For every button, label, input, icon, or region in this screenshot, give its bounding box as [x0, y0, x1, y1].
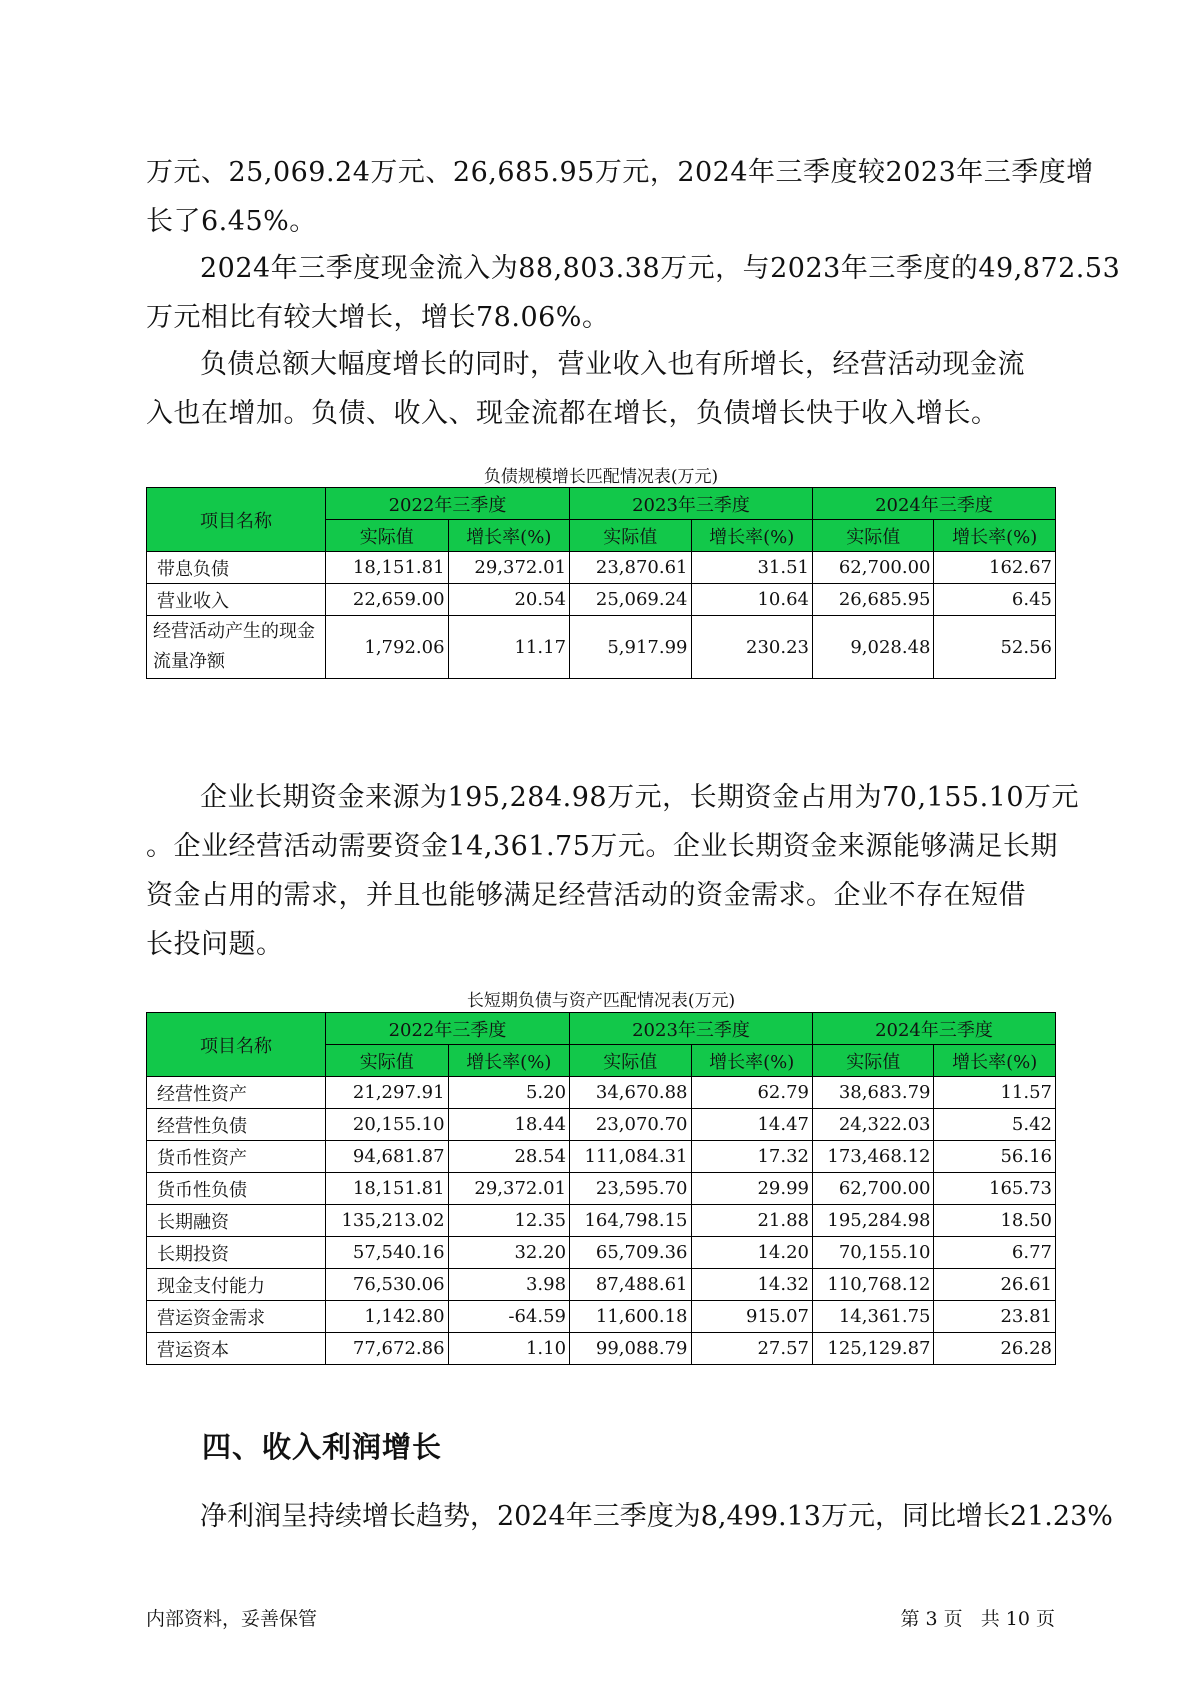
cell-value: 11,600.18	[570, 1301, 691, 1333]
cell-value: 11.17	[448, 616, 569, 679]
cell-value: 14,361.75	[812, 1301, 933, 1333]
table-row	[147, 1301, 1056, 1333]
cell-value: 22,659.00	[325, 584, 448, 616]
row-label: 营业收入	[147, 584, 326, 616]
cell-value: 29.99	[691, 1173, 812, 1205]
cell-value: 135,213.02	[325, 1205, 448, 1237]
debt-scale-table	[146, 487, 1056, 679]
cell-value: 6.77	[934, 1237, 1056, 1269]
header-actual: 实际值	[570, 520, 691, 552]
text-line: 负债总额大幅度增长的同时，营业收入也有所增长，经营活动现金流	[200, 349, 1025, 380]
cell-value: 6.45	[934, 584, 1056, 616]
table-row	[147, 1077, 1056, 1109]
table-row	[147, 1333, 1056, 1365]
cell-value: 195,284.98	[812, 1205, 933, 1237]
header-growth: 增长率(%)	[691, 1045, 812, 1077]
cell-value: 23.81	[934, 1301, 1056, 1333]
text-line: 净利润呈持续增长趋势，2024年三季度为8,499.13万元，同比增长21.23%	[200, 1501, 1113, 1532]
paragraph-net-profit	[146, 1492, 1113, 1541]
table-row	[147, 1237, 1056, 1269]
paragraph-revenue-growth	[146, 148, 1094, 246]
cell-value: 162.67	[934, 552, 1056, 584]
text-line: 长投问题。	[146, 929, 284, 960]
table-row	[147, 584, 1056, 616]
cell-value: 57,540.16	[325, 1237, 448, 1269]
cell-value: 70,155.10	[812, 1237, 933, 1269]
cell-value: 21,297.91	[325, 1077, 448, 1109]
cell-value: 34,670.88	[570, 1077, 691, 1109]
cell-value: 65,709.36	[570, 1237, 691, 1269]
cell-value: 9,028.48	[812, 616, 933, 679]
header-actual: 实际值	[325, 520, 448, 552]
text-line: 2024年三季度现金流入为88,803.38万元，与2023年三季度的49,872.53	[200, 253, 1121, 284]
paragraph-cash-inflow	[146, 244, 1121, 342]
row-label: 营运资本	[147, 1333, 326, 1365]
cell-value: 21.88	[691, 1205, 812, 1237]
table-row	[147, 1269, 1056, 1301]
header-growth: 增长率(%)	[934, 1045, 1056, 1077]
cell-value: 5.20	[448, 1077, 569, 1109]
text-line: 万元、25,069.24万元、26,685.95万元，2024年三季度较2023年三季度增	[146, 157, 1094, 188]
header-actual: 实际值	[812, 520, 933, 552]
row-label: 经营活动产生的现金流量净额	[147, 616, 326, 679]
cell-value: 26,685.95	[812, 584, 933, 616]
cell-value: 915.07	[691, 1301, 812, 1333]
cell-value: 29,372.01	[448, 1173, 569, 1205]
cell-value: 25,069.24	[570, 584, 691, 616]
table-row	[147, 1205, 1056, 1237]
section-heading: 四、收入利润增长	[202, 1430, 443, 1464]
cell-value: 20.54	[448, 584, 569, 616]
header-period: 2023年三季度	[570, 1013, 813, 1045]
paragraph-long-term-funds	[146, 773, 1080, 969]
cell-value: 164,798.15	[570, 1205, 691, 1237]
cell-value: 14.32	[691, 1269, 812, 1301]
text-line: 资金占用的需求，并且也能够满足经营活动的资金需求。企业不存在短借	[146, 880, 1026, 911]
cell-value: 27.57	[691, 1333, 812, 1365]
cell-value: 1,142.80	[325, 1301, 448, 1333]
cell-value: 14.47	[691, 1109, 812, 1141]
cell-value: 11.57	[934, 1077, 1056, 1109]
row-label: 货币性资产	[147, 1141, 326, 1173]
header-item-name: 项目名称	[147, 1013, 326, 1077]
row-label: 经营性负债	[147, 1109, 326, 1141]
table-row	[147, 1141, 1056, 1173]
text-line: 入也在增加。负债、收入、现金流都在增长，负债增长快于收入增长。	[146, 398, 999, 429]
cell-value: 38,683.79	[812, 1077, 933, 1109]
cell-value: 3.98	[448, 1269, 569, 1301]
cell-value: 28.54	[448, 1141, 569, 1173]
cell-value: 12.35	[448, 1205, 569, 1237]
row-label: 长期融资	[147, 1205, 326, 1237]
cell-value: 29,372.01	[448, 552, 569, 584]
header-period: 2024年三季度	[812, 1013, 1055, 1045]
header-period: 2022年三季度	[325, 1013, 569, 1045]
cell-value: 76,530.06	[325, 1269, 448, 1301]
header-period: 2024年三季度	[812, 488, 1055, 520]
cell-value: 18,151.81	[325, 552, 448, 584]
header-growth: 增长率(%)	[691, 520, 812, 552]
cell-value: 52.56	[934, 616, 1056, 679]
row-label: 带息负债	[147, 552, 326, 584]
text-line: 万元相比有较大增长，增长78.06%。	[146, 302, 610, 333]
header-period: 2023年三季度	[570, 488, 813, 520]
cell-value: 1.10	[448, 1333, 569, 1365]
cell-value: 32.20	[448, 1237, 569, 1269]
row-label: 长期投资	[147, 1237, 326, 1269]
cell-value: 125,129.87	[812, 1333, 933, 1365]
header-period: 2022年三季度	[325, 488, 569, 520]
cell-value: 20,155.10	[325, 1109, 448, 1141]
row-label: 营运资金需求	[147, 1301, 326, 1333]
header-growth: 增长率(%)	[448, 1045, 569, 1077]
paragraph-debt-summary	[146, 340, 1056, 438]
table-row	[147, 1173, 1056, 1205]
cell-value: 165.73	[934, 1173, 1056, 1205]
table-row	[147, 552, 1056, 584]
header-actual: 实际值	[812, 1045, 933, 1077]
row-label: 货币性负债	[147, 1173, 326, 1205]
cell-value: 62,700.00	[812, 1173, 933, 1205]
header-actual: 实际值	[325, 1045, 448, 1077]
cell-value: 1,792.06	[325, 616, 448, 679]
cell-value: 110,768.12	[812, 1269, 933, 1301]
cell-value: 18,151.81	[325, 1173, 448, 1205]
cell-value: 62,700.00	[812, 552, 933, 584]
row-label: 经营性资产	[147, 1077, 326, 1109]
cell-value: 17.32	[691, 1141, 812, 1173]
footer-confidential-note: 内部资料，妥善保管	[146, 1608, 318, 1630]
cell-value: 5,917.99	[570, 616, 691, 679]
cell-value: 230.23	[691, 616, 812, 679]
cell-value: 18.44	[448, 1109, 569, 1141]
cell-value: 23,595.70	[570, 1173, 691, 1205]
table1-caption: 负债规模增长匹配情况表(万元)	[483, 467, 719, 487]
cell-value: 56.16	[934, 1141, 1056, 1173]
cell-value: 24,322.03	[812, 1109, 933, 1141]
table-row	[147, 1109, 1056, 1141]
table2-body	[147, 1077, 1056, 1365]
cell-value: 99,088.79	[570, 1333, 691, 1365]
cell-value: 62.79	[691, 1077, 812, 1109]
header-actual: 实际值	[570, 1045, 691, 1077]
text-line: 长了6.45%。	[146, 206, 317, 237]
header-item-name: 项目名称	[147, 488, 326, 552]
cell-value: -64.59	[448, 1301, 569, 1333]
cell-value: 10.64	[691, 584, 812, 616]
table2-caption: 长短期负债与资产匹配情况表(万元)	[466, 991, 736, 1011]
cell-value: 94,681.87	[325, 1141, 448, 1173]
footer-page-number: 第 3 页 共 10 页	[900, 1608, 1055, 1630]
cell-value: 14.20	[691, 1237, 812, 1269]
cell-value: 87,488.61	[570, 1269, 691, 1301]
cell-value: 26.61	[934, 1269, 1056, 1301]
row-label: 现金支付能力	[147, 1269, 326, 1301]
cell-value: 77,672.86	[325, 1333, 448, 1365]
cell-value: 23,870.61	[570, 552, 691, 584]
header-growth: 增长率(%)	[934, 520, 1056, 552]
cell-value: 111,084.31	[570, 1141, 691, 1173]
cell-value: 18.50	[934, 1205, 1056, 1237]
cell-value: 26.28	[934, 1333, 1056, 1365]
cell-value: 23,070.70	[570, 1109, 691, 1141]
text-line: 企业长期资金来源为195,284.98万元，长期资金占用为70,155.10万元	[200, 782, 1080, 813]
text-line: 。企业经营活动需要资金14,361.75万元。企业长期资金来源能够满足长期	[146, 831, 1058, 862]
cell-value: 173,468.12	[812, 1141, 933, 1173]
header-growth: 增长率(%)	[448, 520, 569, 552]
table-row	[147, 616, 1056, 679]
cell-value: 31.51	[691, 552, 812, 584]
debt-asset-match-table	[146, 1012, 1056, 1365]
cell-value: 5.42	[934, 1109, 1056, 1141]
